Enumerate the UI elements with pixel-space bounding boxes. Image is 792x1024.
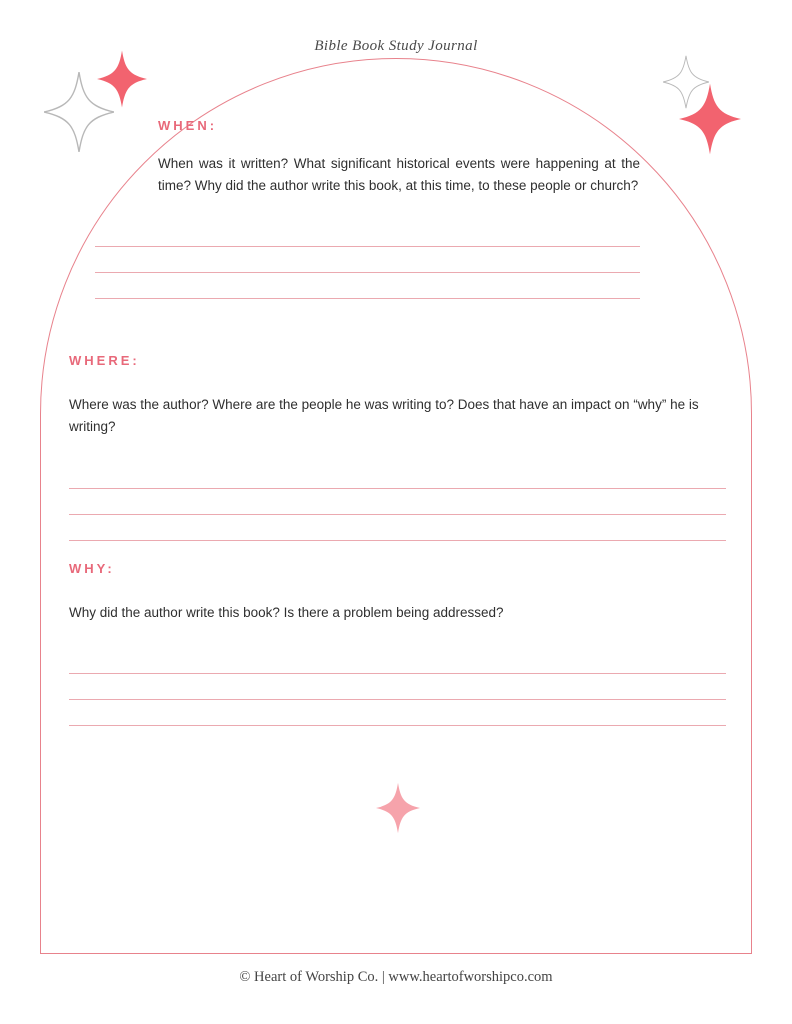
write-line[interactable] bbox=[69, 674, 726, 700]
sparkle-outline-top-right-icon bbox=[663, 55, 709, 109]
section-where-prompt: Where was the author? Where are the people he was writing to? Does that have an impact on “why” he is writing? bbox=[69, 397, 699, 434]
write-line[interactable] bbox=[69, 463, 726, 489]
section-when-prompt: When was it written? What significant historical events were happening at the time? Why did the author write this book, at this time, to these people or church? bbox=[158, 156, 640, 193]
section-where-title: WHERE: bbox=[69, 353, 140, 368]
section-why-title: WHY: bbox=[69, 561, 115, 576]
section-when-title: WHEN: bbox=[158, 118, 218, 133]
section-why bbox=[69, 561, 726, 726]
write-line[interactable] bbox=[69, 515, 726, 541]
page-title: Bible Book Study Journal bbox=[314, 38, 478, 54]
footer-credit: © Heart of Worship Co. | www.heartofworshipco.com bbox=[239, 969, 553, 985]
section-why-prompt: Why did the author write this book? Is there a problem being addressed? bbox=[69, 605, 504, 620]
write-line[interactable] bbox=[69, 648, 726, 674]
section-when-writing-lines bbox=[95, 221, 640, 299]
section-where bbox=[69, 353, 726, 541]
write-line[interactable] bbox=[69, 489, 726, 515]
sparkle-pink-top-left-icon bbox=[97, 50, 147, 108]
section-when bbox=[158, 118, 640, 299]
sparkle-outline-top-left-icon bbox=[44, 72, 114, 152]
section-where-writing-lines bbox=[69, 463, 726, 541]
sparkle-pink-top-right-icon bbox=[679, 83, 741, 155]
write-line[interactable] bbox=[95, 247, 640, 273]
write-line[interactable] bbox=[95, 221, 640, 247]
section-why-writing-lines bbox=[69, 648, 726, 726]
write-line[interactable] bbox=[69, 700, 726, 726]
write-line[interactable] bbox=[95, 273, 640, 299]
